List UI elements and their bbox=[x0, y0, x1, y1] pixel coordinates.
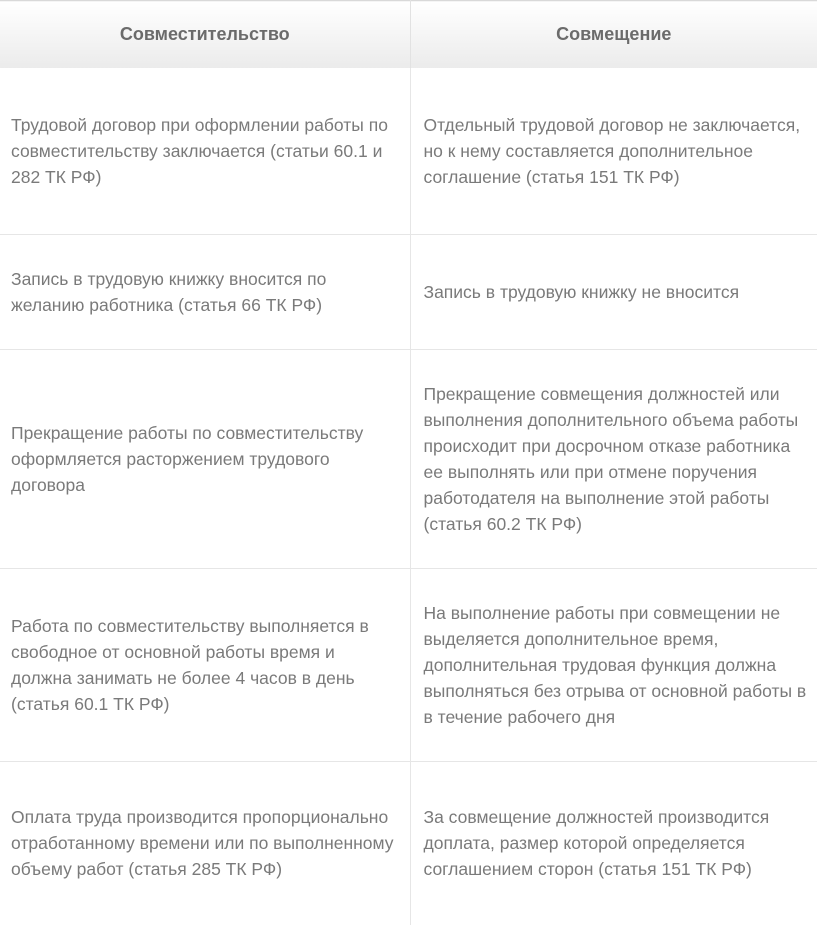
table-row bbox=[0, 762, 817, 925]
table-row bbox=[0, 68, 817, 235]
table-row bbox=[0, 569, 817, 762]
table-header bbox=[0, 1, 817, 68]
header-row bbox=[0, 1, 817, 68]
header-cell-part-time-job: Совместительство bbox=[0, 1, 410, 68]
cell-part-time-job: Прекращение работы по совместительству оформляется расторжением трудового договора bbox=[0, 350, 410, 569]
table-row bbox=[0, 350, 817, 569]
table-row bbox=[0, 235, 817, 350]
cell-part-time-job: Запись в трудовую книжку вносится по желанию работника (статья 66 ТК РФ) bbox=[0, 235, 410, 350]
cell-part-time-job: Трудовой договор при оформлении работы по совместительству заключается (статьи 60.1 и 282 ТК РФ) bbox=[0, 68, 410, 235]
cell-part-time-job: Работа по совместительству выполняется в свободное от основной работы время и должна занимать не более 4 часов в день (статья 60.1 ТК РФ) bbox=[0, 569, 410, 762]
cell-combination: За совмещение должностей производится доплата, размер которой определяется соглашением сторон (статья 151 ТК РФ) bbox=[423, 807, 770, 880]
cell-combination: На выполнение работы при совмещении не выделяется дополнительное время, дополнительная трудовая функция должна выполняться без отрыва от основной работы в в течение рабочего дня bbox=[410, 569, 817, 762]
cell-combination: Запись в трудовую книжку не вносится bbox=[410, 235, 817, 350]
cell-combination: Прекращение совмещения должностей или выполнения дополнительного объема работы происходит при досрочном отказе работника ее выполнять или при отмене поручения работодателя на выполнение этой работы (статья 60.2 ТК РФ) bbox=[410, 350, 817, 569]
table-body bbox=[0, 68, 817, 925]
cell-combination: Отдельный трудовой договор не заключается, но к нему составляется дополнительное соглашение (статья 151 ТК РФ) bbox=[410, 68, 817, 235]
cell-part-time-job: Оплата труда производится пропорционально отработанному времени или по выполненному объему работ (статья 285 ТК РФ) bbox=[0, 762, 410, 925]
header-cell-combination: Совмещение bbox=[410, 1, 817, 68]
